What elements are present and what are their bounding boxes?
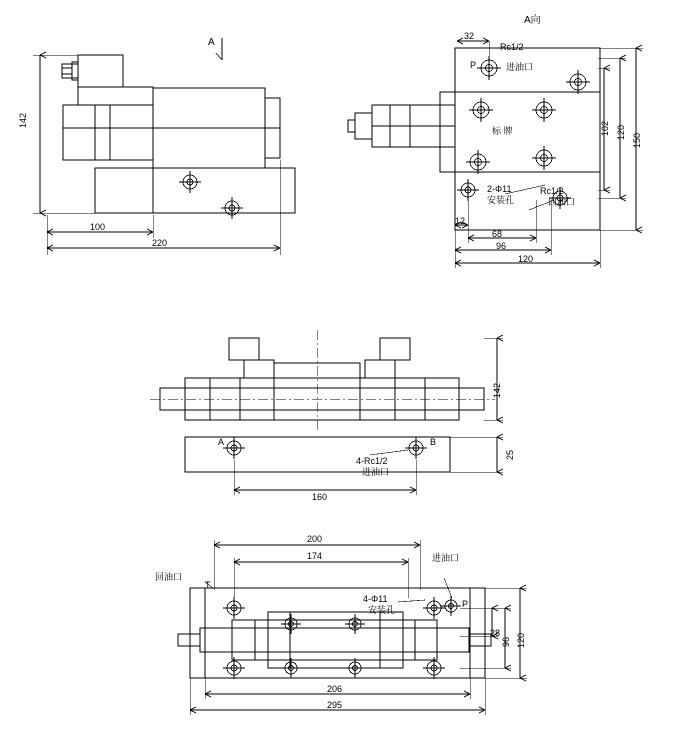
inlet-label-bottom: 进油口 bbox=[432, 553, 460, 563]
dim-150: 150 bbox=[632, 132, 642, 148]
rc-4-label: 4-Rc1/2 bbox=[356, 456, 388, 466]
holes-4-phi11: 4-Φ11 bbox=[363, 594, 388, 604]
dim-142-front: 142 bbox=[18, 112, 28, 128]
inlet-label-mid: 进油口 bbox=[362, 467, 390, 477]
dim-295: 295 bbox=[327, 700, 343, 710]
port-b-label: B bbox=[430, 437, 437, 447]
rc-top-label: Rc1/2 bbox=[500, 42, 524, 52]
dim-68: 68 bbox=[492, 229, 503, 239]
port-p-label-bottom: P bbox=[462, 599, 469, 609]
port-a-label: A bbox=[218, 437, 225, 447]
holes-2-phi11: 2-Φ11 bbox=[487, 184, 512, 194]
dim-220-front: 220 bbox=[152, 238, 168, 248]
view-a-label: A向 bbox=[524, 15, 541, 26]
dim-28: 28 bbox=[490, 628, 501, 638]
dim-96-bottom: 96 bbox=[501, 636, 511, 647]
dim-12: 12 bbox=[455, 216, 466, 226]
dim-120-bottom: 120 bbox=[516, 632, 526, 648]
holes-note-bottom: 安装孔 bbox=[368, 605, 396, 615]
dim-174: 174 bbox=[307, 551, 323, 561]
dim-200: 200 bbox=[307, 534, 323, 544]
inlet-label-a: 进油口 bbox=[506, 62, 534, 72]
dim-206: 206 bbox=[327, 684, 343, 694]
dim-100-front: 100 bbox=[90, 222, 106, 232]
port-t-label: T bbox=[205, 580, 211, 590]
dim-32: 32 bbox=[464, 31, 475, 41]
holes-note-a: 安装孔 bbox=[487, 195, 515, 205]
dim-120-a-v: 120 bbox=[616, 124, 626, 140]
dim-96-a: 96 bbox=[496, 241, 507, 251]
dim-160: 160 bbox=[312, 492, 328, 502]
dim-120-a: 120 bbox=[518, 254, 534, 264]
return-label-bottom: 回油口 bbox=[155, 572, 183, 582]
rc-bottom-label: Rc1/2 bbox=[540, 186, 564, 196]
nameplate-label: 标 牌 bbox=[492, 126, 513, 136]
dim-142-mid: 142 bbox=[492, 382, 502, 398]
dim-102: 102 bbox=[600, 120, 610, 136]
port-p-label: P bbox=[470, 60, 477, 70]
dim-25: 25 bbox=[505, 449, 515, 460]
return-label-a: 回油口 bbox=[548, 197, 576, 207]
section-marker-a: A bbox=[208, 37, 215, 48]
